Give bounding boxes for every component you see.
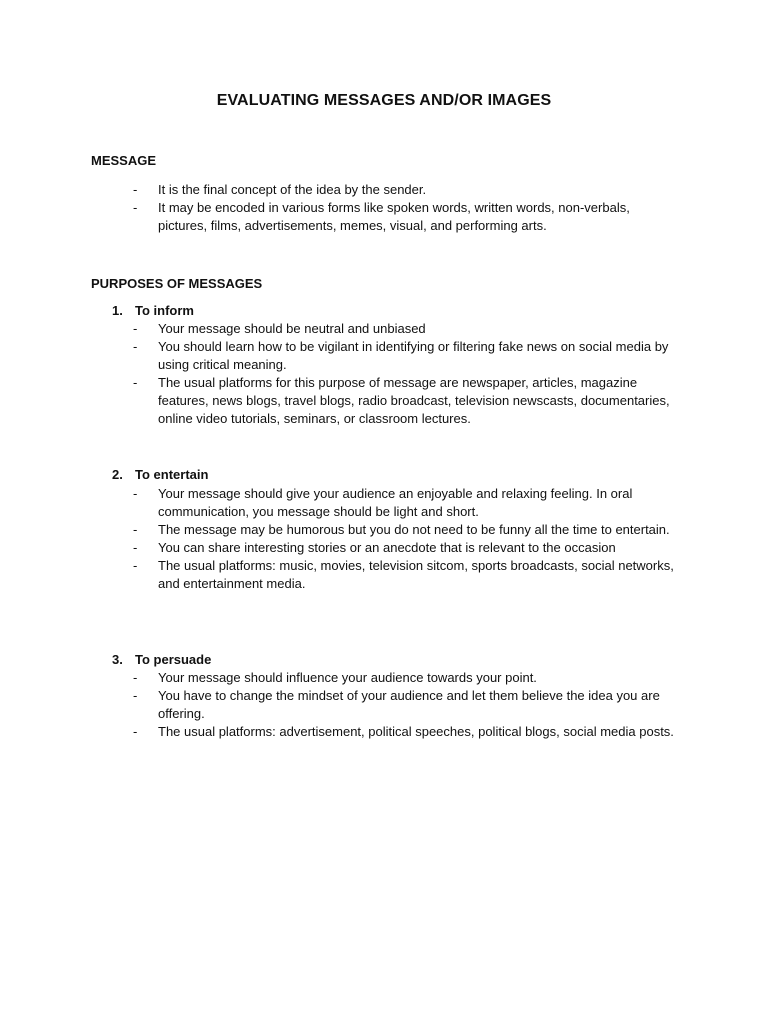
purpose-persuade-list: [133, 669, 678, 741]
dash-bullet-icon: -: [133, 375, 138, 390]
list-item: - You should learn how to be vigilant in identifying or filtering fake news on social media by using critical meaning.: [133, 339, 669, 372]
purpose-heading-persuade: 3. To persuade: [112, 652, 212, 667]
dash-bullet-icon: -: [133, 321, 138, 336]
list-item: - The usual platforms: music, movies, television sitcom, sports broadcasts, social networks, and entertainment media.: [133, 558, 674, 591]
list-item: - It is the final concept of the idea by the sender.: [133, 182, 427, 197]
list-item: - The usual platforms for this purpose of message are newspaper, articles, magazine features, news blogs, travel blogs, radio broadcast, television newscasts, documentaries, online video tutorials, seminars, or classroom lectures.: [133, 375, 670, 426]
list-item: - It may be encoded in various forms like spoken words, written words, non-verbals, pictures, films, advertisements, memes, visual, and performing arts.: [133, 200, 630, 233]
section-heading-message: MESSAGE: [91, 153, 157, 168]
dash-bullet-icon: -: [133, 200, 138, 215]
message-definition-list: [133, 181, 678, 235]
section-heading-purposes: PURPOSES OF MESSAGES: [91, 276, 263, 291]
list-item: - Your message should give your audience an enjoyable and relaxing feeling. In oral communication, you message should be light and short.: [133, 486, 633, 519]
dash-bullet-icon: -: [133, 724, 138, 739]
dash-bullet-icon: -: [133, 670, 138, 685]
list-item: - The message may be humorous but you do not need to be funny all the time to entertain.: [133, 522, 670, 537]
dash-bullet-icon: -: [133, 339, 138, 354]
purpose-heading-inform: 1. To inform: [112, 303, 194, 318]
dash-bullet-icon: -: [133, 522, 138, 537]
dash-bullet-icon: -: [133, 182, 138, 197]
dash-bullet-icon: -: [133, 688, 138, 703]
dash-bullet-icon: -: [133, 486, 138, 501]
list-item: - Your message should influence your audience towards your point.: [133, 670, 537, 685]
list-item: - The usual platforms: advertisement, political speeches, political blogs, social media posts.: [133, 724, 674, 739]
dash-bullet-icon: -: [133, 558, 138, 573]
purpose-inform-list: [133, 320, 678, 428]
purpose-entertain-list: [133, 485, 678, 593]
document-title: EVALUATING MESSAGES AND/OR IMAGES: [216, 92, 552, 109]
list-item: - You can share interesting stories or an anecdote that is relevant to the occasion: [133, 540, 616, 555]
purpose-heading-entertain: 2. To entertain: [112, 467, 209, 482]
list-item: - Your message should be neutral and unbiased: [133, 321, 426, 336]
dash-bullet-icon: -: [133, 540, 138, 555]
list-item: - You have to change the mindset of your audience and let them believe the idea you are offering.: [133, 688, 660, 721]
